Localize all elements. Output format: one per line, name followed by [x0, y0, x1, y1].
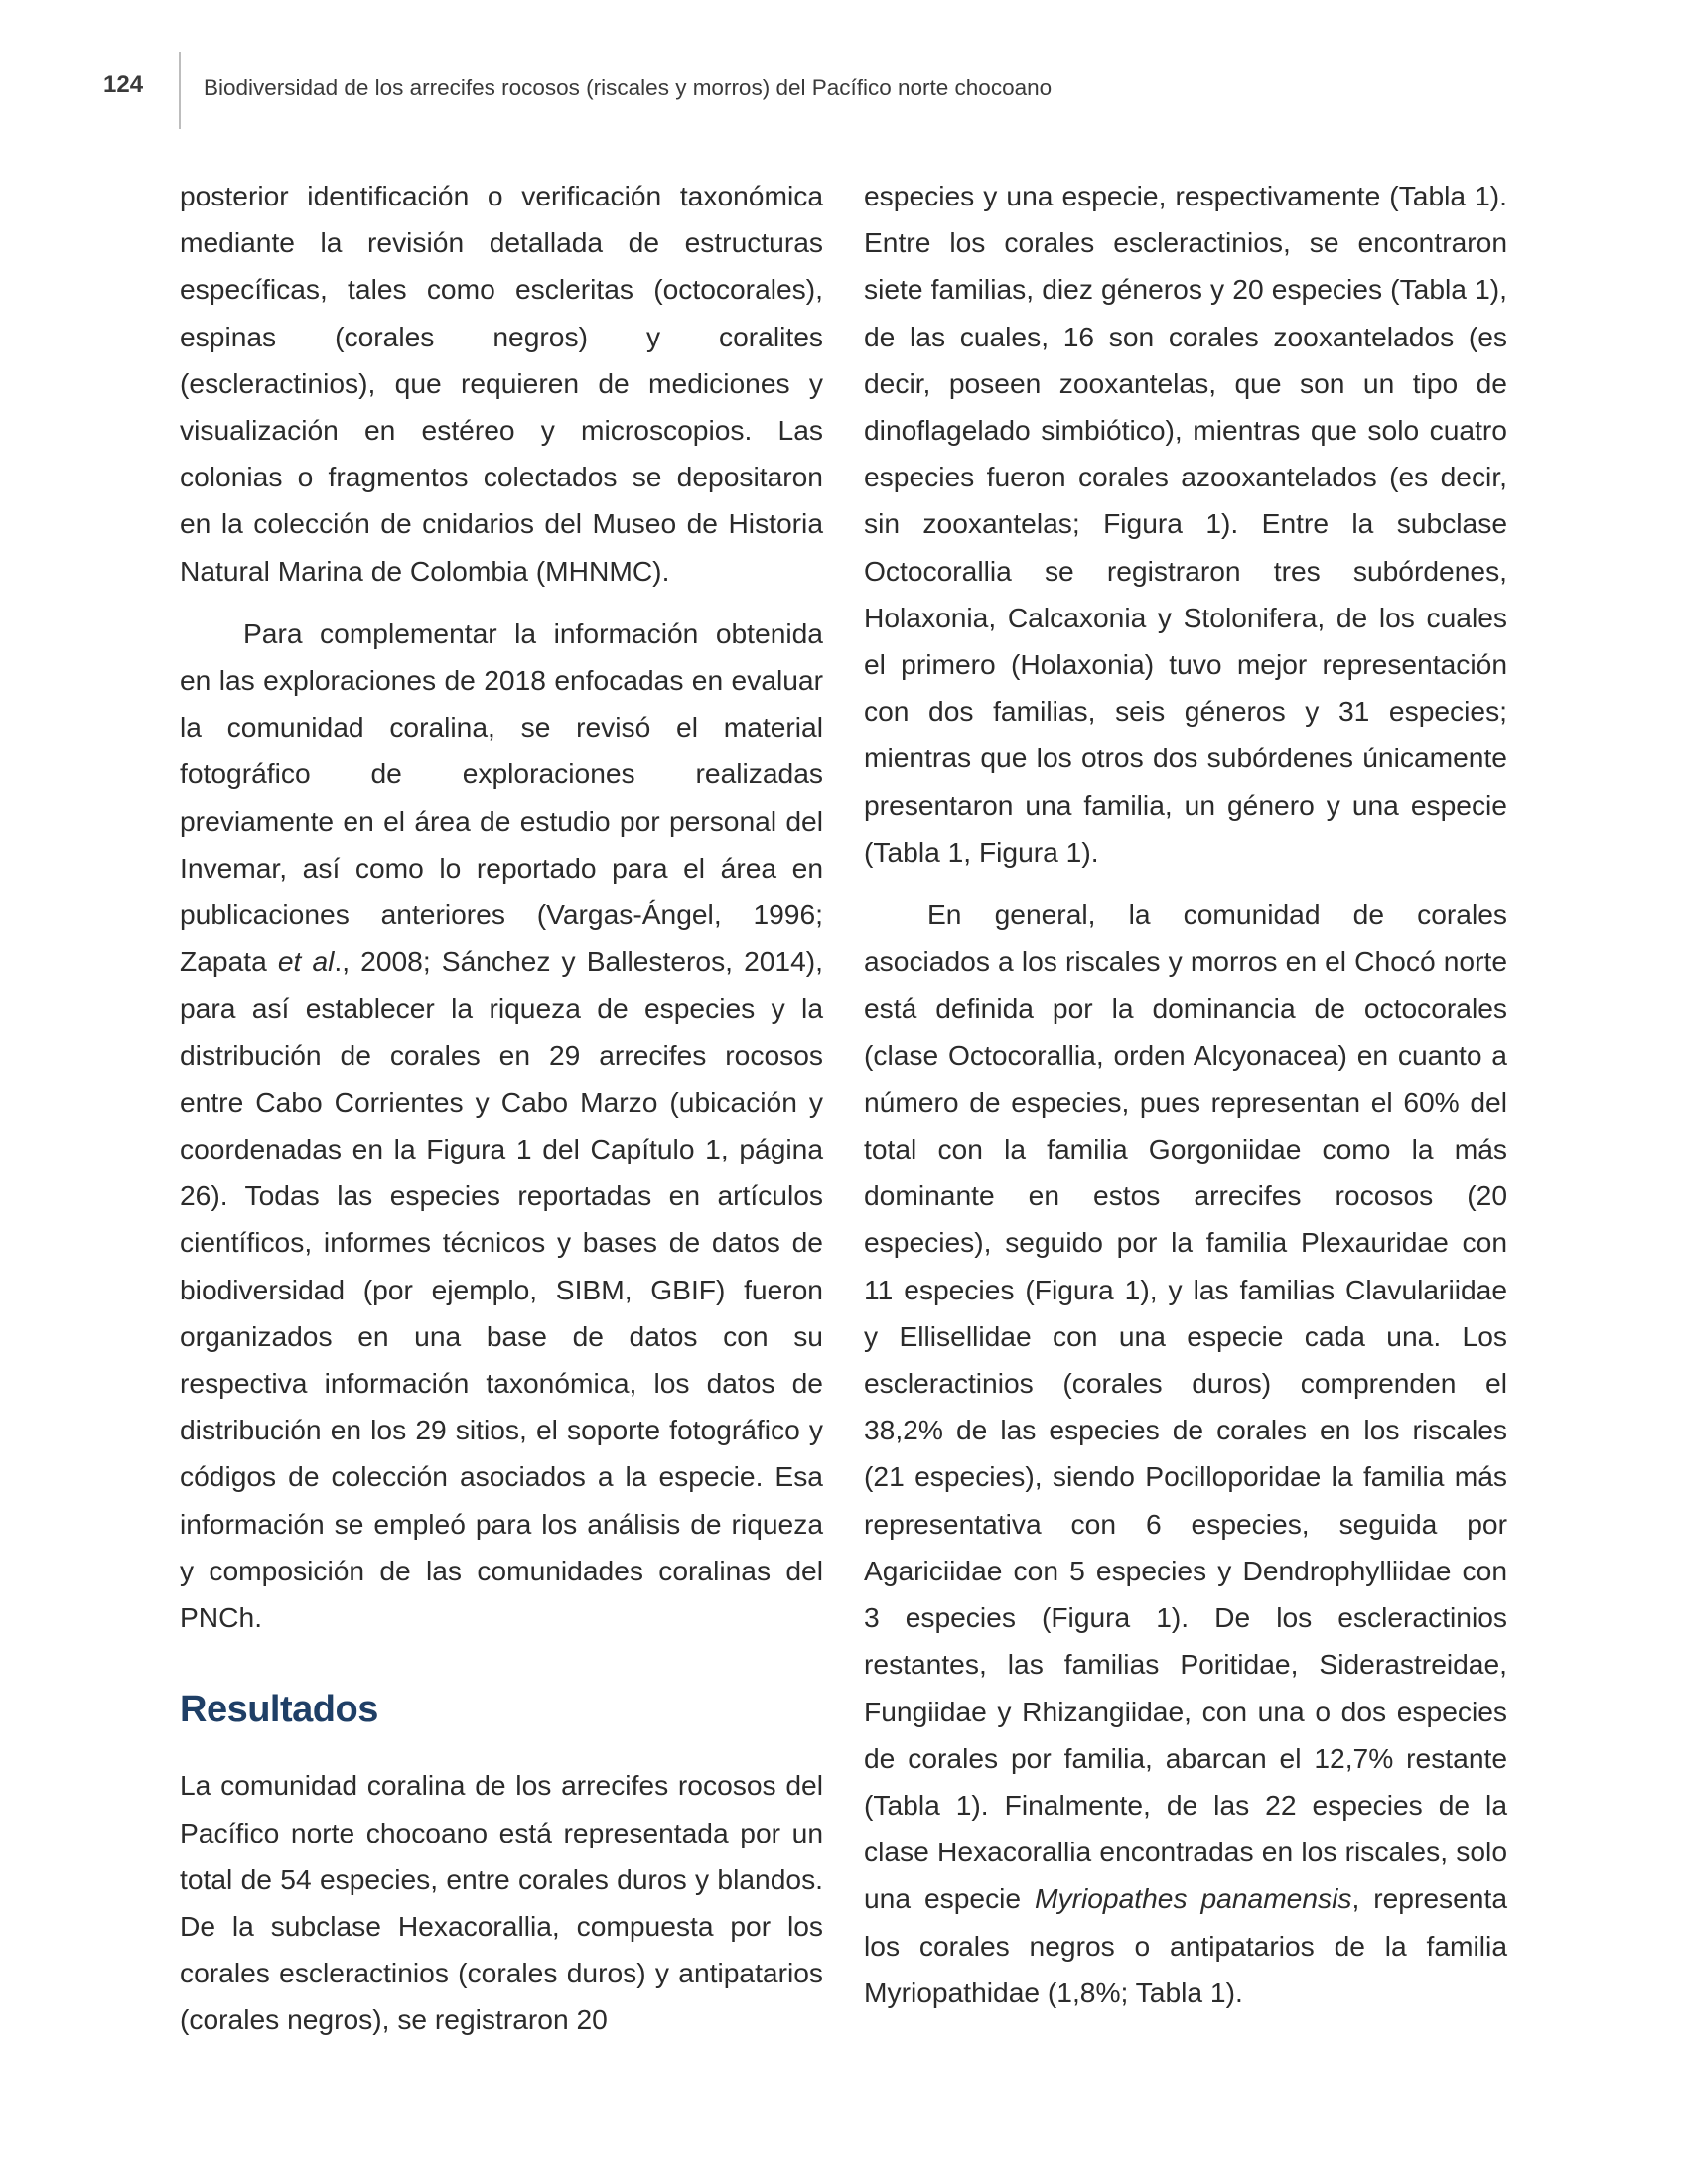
paragraph-results-intro	[180, 1762, 823, 2043]
paragraph-identification	[180, 173, 823, 595]
page-header	[0, 0, 1688, 139]
left-column	[180, 173, 823, 2044]
page-number: 124	[103, 71, 144, 98]
paragraph-text: Para complementar la información obtenida en las exploraciones de 2018 enfocadas en evaluar la comunidad coralina, se revisó el material fotográfico de exploraciones realizadas previamente en el área de estudio por personal del Invemar, así como lo reportado para el área en publicaciones anteriores (Vargas-Ángel, 1996; Zapata	[180, 616, 823, 978]
paragraph-text: posterior identificación o verificación taxonómica mediante la revisión detallada de estructuras específicas, tales como escleritas (octocorales), espinas (corales negros) y coralites (escleractinios), que requieren de mediciones y visualización en estéreo y microscopios. Las colonias o fragmentos colectados se depositaron en la colección de cnidarios del Museo de Historia Natural Marina de Colombia (MHNMC).	[180, 180, 823, 587]
paragraph-results-dominance	[864, 891, 1507, 2016]
right-column	[864, 173, 1507, 2016]
paragraph-text: ., 2008; Sánchez y Ballesteros, 2014), para así establecer la riqueza de especies y la distribución de corales en 29 arrecifes rocosos entre Cabo Corrientes y Cabo Marzo (ubicación y coordenadas en la Figura 1 del Capítulo 1, página 26). Todas las especies reportadas en artículos científicos, informes técnicos y bases de datos de biodiversidad (por ejemplo, SIBM, GBIF) fueron organizados en una base de datos con su respectiva información taxonómica, los datos de distribución en los 29 sitios, el soporte fotográfico y códigos de colección asociados a la especie. Esa información se empleó para los análisis de riqueza y composición de las comunidades coralinas del PNCh.	[180, 945, 824, 1634]
paragraph-text: La comunidad coralina de los arrecifes rocosos del Pacífico norte chocoano está representada por un total de 54 especies, entre corales duros y blandos. De la subclase Hexacorallia, compuesta por los corales escleractinios (corales duros) y antipatarios (corales negros), se registraron 20	[180, 1769, 823, 2036]
paragraph-methods	[180, 611, 823, 1641]
paragraph-results-composition	[864, 173, 1507, 876]
header-divider	[179, 52, 181, 129]
running-title: Biodiversidad de los arrecifes rocosos (riscales y morros) del Pacífico norte chocoano	[204, 75, 1053, 100]
paragraph-text: especies y una especie, respectivamente (Tabla 1). Entre los corales escleractinios, se encontraron siete familias, diez géneros y 20 especies (Tabla 1), de las cuales, 16 son corales zooxantelados (es decir, poseen zooxantelas, que son un tipo de dinoflagelado simbiótico), mientras que solo cuatro especies fueron corales azooxantelados (es decir, sin zooxantelas; Figura 1). Entre la subclase Octocorallia se registraron tres subórdenes, Holaxonia, Calcaxonia y Stolonifera, de los cuales el primero (Holaxonia) tuvo mejor representación con dos familias, seis géneros y 31 especies; mientras que los otros dos subórdenes únicamente presentaron una familia, un género y una especie (Tabla 1, Figura 1).	[864, 180, 1507, 868]
italic-citation: et al	[277, 945, 335, 978]
paragraph-text: , representa los corales negros o antipatarios de la familia Myriopathidae (1,8%; Tabla 1).	[864, 1882, 1507, 2008]
italic-species-name: Myriopathes panamensis	[1035, 1882, 1352, 1915]
paragraph-text: En general, la comunidad de corales asociados a los riscales y morros en el Chocó norte está definida por la dominancia de octocorales (clase Octocorallia, orden Alcyonacea) en cuanto a número de especies, pues representan el 60% del total con la familia Gorgoniidae como la más dominante en estos arrecifes rocosos (20 especies), seguido por la familia Plexauridae con 11 especies (Figura 1), y las familias Clavulariidae y Ellisellidae con una especie cada una. Los escleractinios (corales duros) comprenden el 38,2% de las especies de corales en los riscales (21 especies), siendo Pocilloporidae la familia más representativa con 6 especies, seguida por Agariciidae con 5 especies y Dendrophylliidae con 3 especies (Figura 1). De los escleractinios restantes, las familias Poritidae, Siderastreidae, Fungiidae y Rhizangiidae, con una o dos especies de corales por familia, abarcan el 12,7% restante (Tabla 1). Finalmente, de las 22 especies de la clase Hexacorallia encontradas en los riscales, solo una especie	[864, 898, 1507, 1915]
section-heading-resultados: Resultados	[180, 1689, 378, 1731]
